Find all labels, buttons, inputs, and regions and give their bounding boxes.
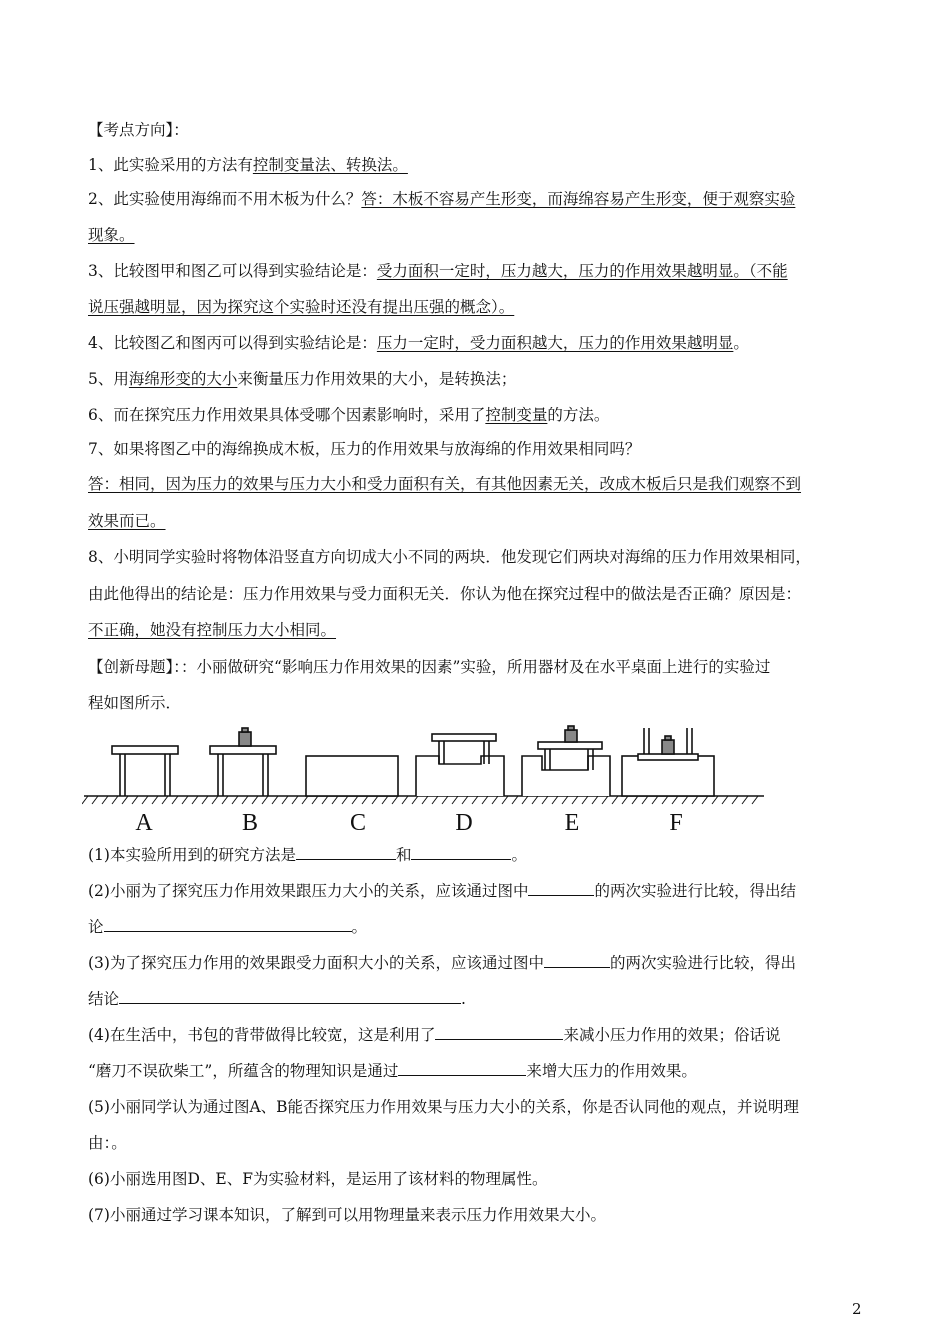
question-4-text: (4)在生活中，书包的背带做得比较宽，这是利用了 bbox=[88, 1026, 436, 1044]
question-1-text: (1)本实验所用到的研究方法是 bbox=[88, 846, 296, 864]
point-7-answer-cont: 效果而已。 bbox=[88, 512, 166, 530]
point-8-line-2: 由此他得出的结论是：压力作用效果与受力面积无关．你认为他在探究过程中的做法是否正确？原因是： bbox=[88, 585, 802, 603]
innovation-title: 【创新母题】： bbox=[88, 658, 182, 676]
question-5-cont: 由：。 bbox=[88, 1134, 127, 1152]
question-2-blank-2[interactable] bbox=[104, 917, 352, 932]
point-6-answer: 控制变量 bbox=[485, 406, 548, 424]
point-1-text: 1、此实验采用的方法有 bbox=[88, 156, 253, 174]
point-4 bbox=[88, 333, 749, 353]
point-2 bbox=[88, 189, 795, 209]
point-3-answer-cont: 说压强越明显，因为探究这个实验时还没有提出压强的概念）。 bbox=[88, 298, 515, 316]
point-1-answer: 控制变量法、转换法。 bbox=[252, 156, 408, 174]
question-3-end: . bbox=[461, 990, 466, 1008]
point-5-end: 来衡量压力作用效果的大小，是转换法； bbox=[237, 370, 517, 388]
point-6-end: 的方法。 bbox=[547, 406, 610, 424]
question-2-cont bbox=[88, 917, 367, 937]
experiment-figure bbox=[82, 718, 772, 834]
point-3-text: 3、比较图甲和图乙可以得到实验结论是： bbox=[88, 262, 377, 280]
point-2-cont bbox=[88, 225, 135, 245]
question-2-conclusion-label: 论 bbox=[88, 918, 104, 936]
question-2-blank-1[interactable] bbox=[528, 881, 594, 896]
point-2-text: 2、此实验使用海绵而不用木板为什么？ bbox=[88, 190, 362, 208]
figure-label-f: F bbox=[669, 810, 683, 834]
point-6 bbox=[88, 405, 609, 425]
section-header: 【考点方向】： bbox=[88, 121, 189, 139]
figure-b-table-with-weight bbox=[210, 728, 276, 796]
question-5: (5)小丽同学认为通过图A、B能否探究压力作用效果与压力大小的关系，你是否认同他的观点，并说明理 bbox=[88, 1098, 800, 1116]
figure-f-sponge-flat-table bbox=[622, 728, 714, 796]
figure-label-d: D bbox=[455, 810, 473, 834]
point-1 bbox=[88, 155, 408, 175]
innovation-text: ：小丽做研究“影响压力作用效果的因素”实验，所用器材及在水平桌面上进行的实验过 bbox=[181, 658, 771, 676]
point-5-answer: 海绵形变的大小 bbox=[128, 370, 238, 388]
point-2-answer: 答：木板不容易产生形变，而海绵容易产生形变，便于观察实验 bbox=[361, 190, 796, 208]
figure-label-a: A bbox=[135, 810, 153, 834]
question-3 bbox=[88, 953, 796, 973]
question-1-end: 。 bbox=[511, 846, 527, 864]
figure-e-sponge-table-weight bbox=[522, 726, 610, 796]
point-8-line-1: 8、小明同学实验时将物体沿竖直方向切成大小不同的两块．他发现它们两块对海绵的压力作用效果相同， bbox=[88, 548, 811, 566]
question-4-text-4: 来增大压力的作用效果。 bbox=[526, 1062, 697, 1080]
question-1-and: 和 bbox=[395, 846, 412, 864]
ground-hatching bbox=[82, 796, 758, 804]
question-7: (7)小丽通过学习课本知识，了解到可以用物理量来表示压力作用效果大小。 bbox=[88, 1206, 606, 1224]
point-4-text: 4、比较图乙和图丙可以得到实验结论是： bbox=[88, 334, 377, 352]
question-4 bbox=[88, 1025, 780, 1045]
innovation-intro bbox=[88, 657, 770, 677]
question-3-text: (3)为了探究压力作用的效果跟受力面积大小的关系，应该通过图中 bbox=[88, 954, 544, 972]
figure-label-b: B bbox=[241, 810, 259, 834]
question-6: (6)小丽选用图D、E、F为实验材料，是运用了该材料的物理属性。 bbox=[88, 1170, 548, 1188]
figure-a-table bbox=[112, 746, 178, 796]
point-5 bbox=[88, 369, 516, 389]
question-4-blank-1[interactable] bbox=[435, 1025, 563, 1040]
question-1-blank-2[interactable] bbox=[411, 845, 511, 860]
question-2-end: 。 bbox=[351, 918, 368, 936]
point-4-answer: 压力一定时，受力面积越大，压力的作用效果越明显 bbox=[376, 334, 734, 352]
question-3-blank-2[interactable] bbox=[119, 989, 461, 1004]
innovation-intro-cont: 程如图所示． bbox=[88, 694, 182, 712]
point-6-text: 6、而在探究压力作用效果具体受哪个因素影响时，采用了 bbox=[88, 406, 486, 424]
figure-d-sponge-table bbox=[416, 734, 504, 796]
page-number: 2 bbox=[852, 1300, 862, 1318]
question-3-text-2: 的两次实验进行比较，得出 bbox=[609, 954, 796, 972]
point-8-answer: 不正确，她没有控制压力大小相同。 bbox=[88, 621, 337, 639]
figure-c-sponge bbox=[306, 756, 398, 796]
point-3 bbox=[88, 261, 788, 281]
point-7-answer: 答：相同，因为压力的效果与压力大小和受力面积有关，有其他因素无关，改成木板后只是我们观察不到 bbox=[88, 475, 802, 493]
point-3-cont bbox=[88, 297, 514, 317]
point-7-question: 7、如果将图乙中的海绵换成木板，压力的作用效果与放海绵的作用效果相同吗？ bbox=[88, 440, 641, 458]
question-3-conclusion-label: 结论 bbox=[88, 990, 120, 1008]
question-1 bbox=[88, 845, 527, 865]
question-4-text-3: “磨刀不误砍柴工”，所蕴含的物理知识是通过 bbox=[88, 1062, 399, 1080]
point-3-answer: 受力面积一定时，压力越大，压力的作用效果越明显。（不能 bbox=[376, 262, 788, 280]
figure-label-e: E bbox=[564, 810, 580, 834]
question-3-cont bbox=[88, 989, 466, 1009]
question-2 bbox=[88, 881, 796, 901]
point-2-answer-cont: 现象。 bbox=[88, 226, 135, 244]
question-2-text-2: 的两次实验进行比较，得出结 bbox=[594, 882, 796, 900]
question-1-blank-1[interactable] bbox=[296, 845, 396, 860]
point-4-end: 。 bbox=[733, 334, 749, 352]
question-4-blank-2[interactable] bbox=[398, 1061, 526, 1076]
figure-label-c: C bbox=[349, 810, 367, 834]
question-2-text: (2)小丽为了探究压力作用效果跟压力大小的关系，应该通过图中 bbox=[88, 882, 529, 900]
point-5-text: 5、用 bbox=[88, 370, 129, 388]
question-3-blank-1[interactable] bbox=[544, 953, 610, 968]
question-4-cont bbox=[88, 1061, 697, 1081]
question-4-text-2: 来减小压力作用的效果；俗话说 bbox=[563, 1026, 781, 1044]
